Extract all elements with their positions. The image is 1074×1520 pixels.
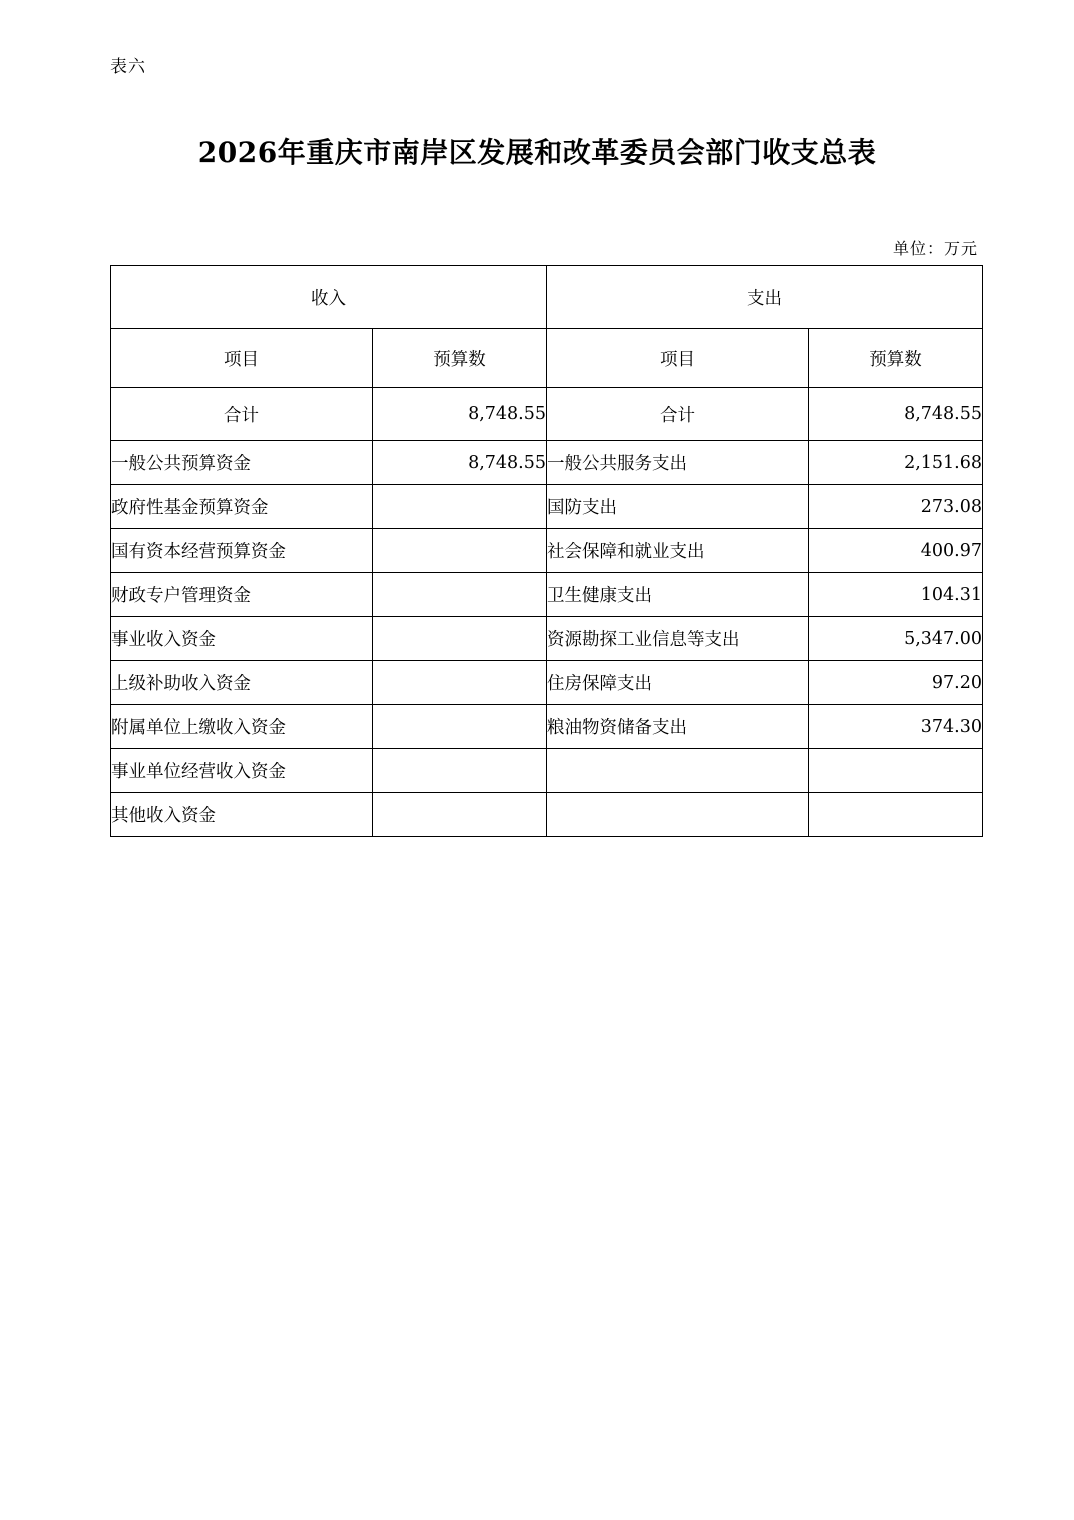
expenditure-item: 社会保障和就业支出 (547, 529, 809, 573)
table-row (111, 749, 983, 793)
sheet-label: 表六 (110, 57, 146, 77)
expenditure-value: 2,151.68 (809, 441, 983, 485)
expenditure-item: 一般公共服务支出 (547, 441, 809, 485)
income-value (373, 617, 547, 661)
income-value (373, 793, 547, 837)
income-value (373, 485, 547, 529)
expenditure-item (547, 749, 809, 793)
table-row (111, 573, 983, 617)
column-header-income-budget: 预算数 (373, 329, 547, 388)
expenditure-value: 400.97 (809, 529, 983, 573)
table-row (111, 485, 983, 529)
expenditure-value: 104.31 (809, 573, 983, 617)
total-expenditure-label: 合计 (547, 388, 809, 441)
table-column-header-row (111, 329, 983, 388)
total-income-value: 8,748.55 (373, 388, 547, 441)
expenditure-item: 卫生健康支出 (547, 573, 809, 617)
income-value (373, 749, 547, 793)
total-expenditure-value: 8,748.55 (809, 388, 983, 441)
income-value (373, 573, 547, 617)
expenditure-value: 97.20 (809, 661, 983, 705)
expenditure-item: 国防支出 (547, 485, 809, 529)
group-header-expenditure: 支出 (547, 266, 983, 329)
total-income-label: 合计 (111, 388, 373, 441)
expenditure-item: 粮油物资储备支出 (547, 705, 809, 749)
income-item: 事业单位经营收入资金 (111, 749, 373, 793)
group-header-income: 收入 (111, 266, 547, 329)
table-row (111, 661, 983, 705)
table-group-header-row (111, 266, 983, 329)
expenditure-item: 资源勘探工业信息等支出 (547, 617, 809, 661)
income-item: 附属单位上缴收入资金 (111, 705, 373, 749)
table-row (111, 793, 983, 837)
table-row (111, 617, 983, 661)
unit-note: 单位：万元 (892, 239, 978, 258)
column-header-expenditure-item: 项目 (547, 329, 809, 388)
table-row (111, 441, 983, 485)
income-value (373, 661, 547, 705)
income-item: 其他收入资金 (111, 793, 373, 837)
income-item: 财政专户管理资金 (111, 573, 373, 617)
table-row-total (111, 388, 983, 441)
income-item: 事业收入资金 (111, 617, 373, 661)
expenditure-value: 273.08 (809, 485, 983, 529)
budget-summary-table (110, 265, 983, 837)
page-title: 2026年重庆市南岸区发展和改革委员会部门收支总表 (197, 136, 877, 169)
table-row (111, 529, 983, 573)
column-header-income-item: 项目 (111, 329, 373, 388)
expenditure-value: 374.30 (809, 705, 983, 749)
table-row (111, 705, 983, 749)
income-value: 8,748.55 (373, 441, 547, 485)
income-item: 上级补助收入资金 (111, 661, 373, 705)
column-header-expenditure-budget: 预算数 (809, 329, 983, 388)
expenditure-item: 住房保障支出 (547, 661, 809, 705)
expenditure-value (809, 749, 983, 793)
income-item: 政府性基金预算资金 (111, 485, 373, 529)
income-value (373, 529, 547, 573)
expenditure-value: 5,347.00 (809, 617, 983, 661)
expenditure-item (547, 793, 809, 837)
expenditure-value (809, 793, 983, 837)
income-item: 一般公共预算资金 (111, 441, 373, 485)
income-item: 国有资本经营预算资金 (111, 529, 373, 573)
income-value (373, 705, 547, 749)
